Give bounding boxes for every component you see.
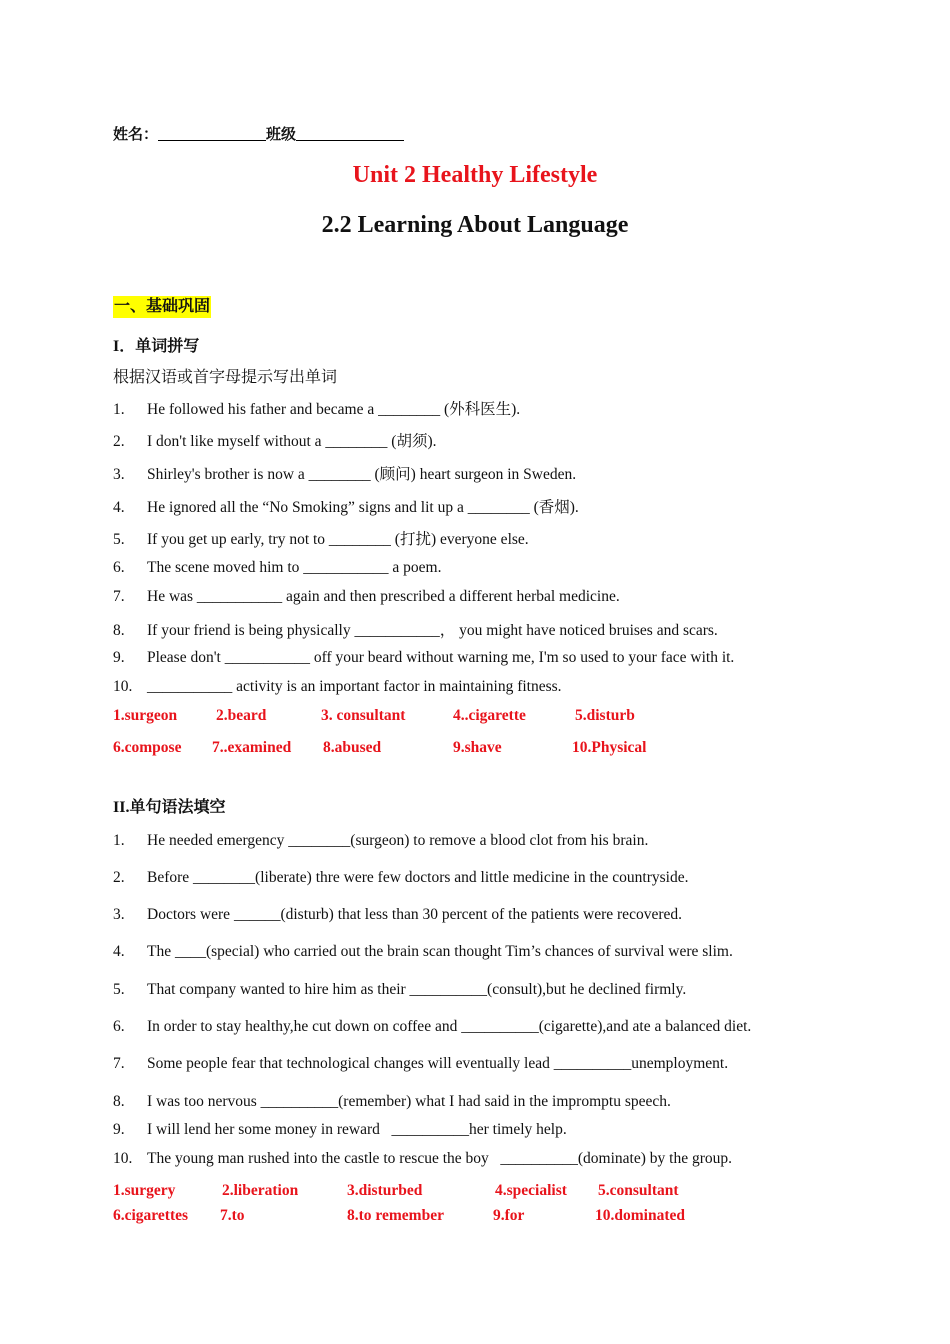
question-number: 9. <box>113 649 125 666</box>
question-number: 6. <box>113 1018 125 1035</box>
answer-key-item: 1.surgery <box>113 1182 176 1199</box>
question-number: 10. <box>113 1150 133 1167</box>
question-number: 5. <box>113 531 125 548</box>
question-text: He followed his father and became a ________ (外科医生). <box>147 401 521 418</box>
answer-key-item: 9.shave <box>453 739 502 756</box>
page-title: Unit 2 Healthy Lifestyle <box>352 162 598 188</box>
question-text: The ____(special) who carried out the brain scan thought Tim’s chances of survival were slim. <box>147 943 733 960</box>
answer-key-item: 4..cigarette <box>453 707 526 724</box>
answer-key-item: 4.specialist <box>495 1182 567 1199</box>
question-number: 3. <box>113 466 125 483</box>
question-text: He was ___________ again and then prescribed a different herbal medicine. <box>147 588 620 605</box>
question-number: 4. <box>113 943 125 960</box>
answer-key-item: 2.liberation <box>222 1182 299 1199</box>
answer-key-item: 10.dominated <box>595 1207 685 1224</box>
answer-key-item: 6.cigarettes <box>113 1207 189 1224</box>
question-text: He needed emergency ________(surgeon) to remove a blood clot from his brain. <box>147 832 649 849</box>
question-row <box>113 1093 671 1111</box>
answer-key-item: 3.disturbed <box>347 1182 423 1199</box>
section-heading-basics: 一、基础巩固 <box>113 296 211 318</box>
question-text: Shirley's brother is now a ________ (顾问) heart surgeon in Sweden. <box>147 466 577 483</box>
question-text: In order to stay healthy,he cut down on coffee and __________(cigarette),and ate a balanced diet. <box>147 1018 752 1035</box>
question-number: 4. <box>113 499 125 516</box>
question-row <box>113 462 576 484</box>
question-number: 9. <box>113 1121 125 1138</box>
question-row <box>113 495 579 517</box>
question-text: I was too nervous __________(remember) what I had said in the impromptu speech. <box>147 1093 671 1110</box>
question-row <box>113 397 520 419</box>
answer-key-item: 3. consultant <box>321 707 406 724</box>
question-row <box>113 559 441 577</box>
question-text: He ignored all the “No Smoking” signs and lit up a ________ (香烟). <box>147 499 579 516</box>
question-number: 10. <box>113 678 133 695</box>
question-number: 8. <box>113 1093 125 1110</box>
question-row <box>113 869 688 887</box>
answer-key-item: 6.compose <box>113 739 182 756</box>
question-row <box>113 678 562 696</box>
question-row <box>113 906 682 924</box>
question-row <box>113 832 648 850</box>
answer-key-item: 8.abused <box>323 739 382 756</box>
page-subtitle: 2.2 Learning About Language <box>321 212 629 238</box>
part2-heading: II.单句语法填空 <box>113 799 226 816</box>
part1-instruction: 根据汉语或首字母提示写出单词 <box>113 369 338 386</box>
question-number: 7. <box>113 1055 125 1072</box>
answer-key-item: 7.to <box>220 1207 245 1224</box>
question-row <box>113 981 686 999</box>
question-row <box>113 588 620 606</box>
question-text: Before ________(liberate) thre were few doctors and little medicine in the countryside. <box>147 869 689 886</box>
name-label: 姓名： <box>113 127 159 143</box>
question-row <box>113 1018 751 1036</box>
question-text: If your friend is being physically ___________， you might have noticed bruises and scars. <box>147 622 718 639</box>
question-number: 6. <box>113 559 125 576</box>
question-text: If you get up early, try not to ________ (打扰) everyone else. <box>147 531 529 548</box>
question-row <box>113 943 733 961</box>
question-number: 7. <box>113 588 125 605</box>
class-blank[interactable] <box>296 126 404 141</box>
question-text: Please don't ___________ off your beard without warning me, I'm so used to your face with it. <box>147 649 735 666</box>
question-row <box>113 1055 728 1073</box>
answer-key-item: 9.for <box>493 1207 525 1224</box>
answer-key-item: 5.consultant <box>598 1182 679 1199</box>
question-row <box>113 429 437 451</box>
question-text: That company wanted to hire him as their __________(consult),but he declined firmly. <box>147 981 687 998</box>
question-text: I will lend her some money in reward __________her timely help. <box>147 1121 567 1138</box>
student-info-line <box>113 123 404 144</box>
question-text: I don't like myself without a ________ (胡须). <box>147 433 437 450</box>
answer-key-item: 8.to remember <box>347 1207 444 1224</box>
answer-key-item: 2.beard <box>216 707 267 724</box>
question-row <box>113 649 734 667</box>
question-number: 2. <box>113 433 125 450</box>
class-label: 班级 <box>266 127 297 143</box>
answer-key-item: 5.disturb <box>575 707 635 724</box>
question-row <box>113 1121 567 1139</box>
question-text: ___________ activity is an important factor in maintaining fitness. <box>147 678 562 695</box>
question-number: 1. <box>113 832 125 849</box>
question-number: 1. <box>113 401 125 418</box>
question-text: The young man rushed into the castle to rescue the boy __________(dominate) by the group. <box>147 1150 732 1167</box>
answer-key-item: 7..examined <box>212 739 292 756</box>
question-row <box>113 527 529 549</box>
answer-key-item: 10.Physical <box>572 739 647 756</box>
question-text: Some people fear that technological changes will eventually lead __________unemployment. <box>147 1055 729 1072</box>
part1-heading: I．单词拼写 <box>113 338 200 355</box>
answer-key-item: 1.surgeon <box>113 707 178 724</box>
question-text: The scene moved him to ___________ a poem. <box>147 559 442 576</box>
question-row <box>113 618 718 640</box>
question-number: 8. <box>113 622 125 639</box>
question-number: 5. <box>113 981 125 998</box>
question-row <box>113 1150 732 1168</box>
question-number: 3. <box>113 906 125 923</box>
question-text: Doctors were ______(disturb) that less than 30 percent of the patients were recovered. <box>147 906 682 923</box>
question-number: 2. <box>113 869 125 886</box>
name-blank[interactable] <box>158 126 266 141</box>
